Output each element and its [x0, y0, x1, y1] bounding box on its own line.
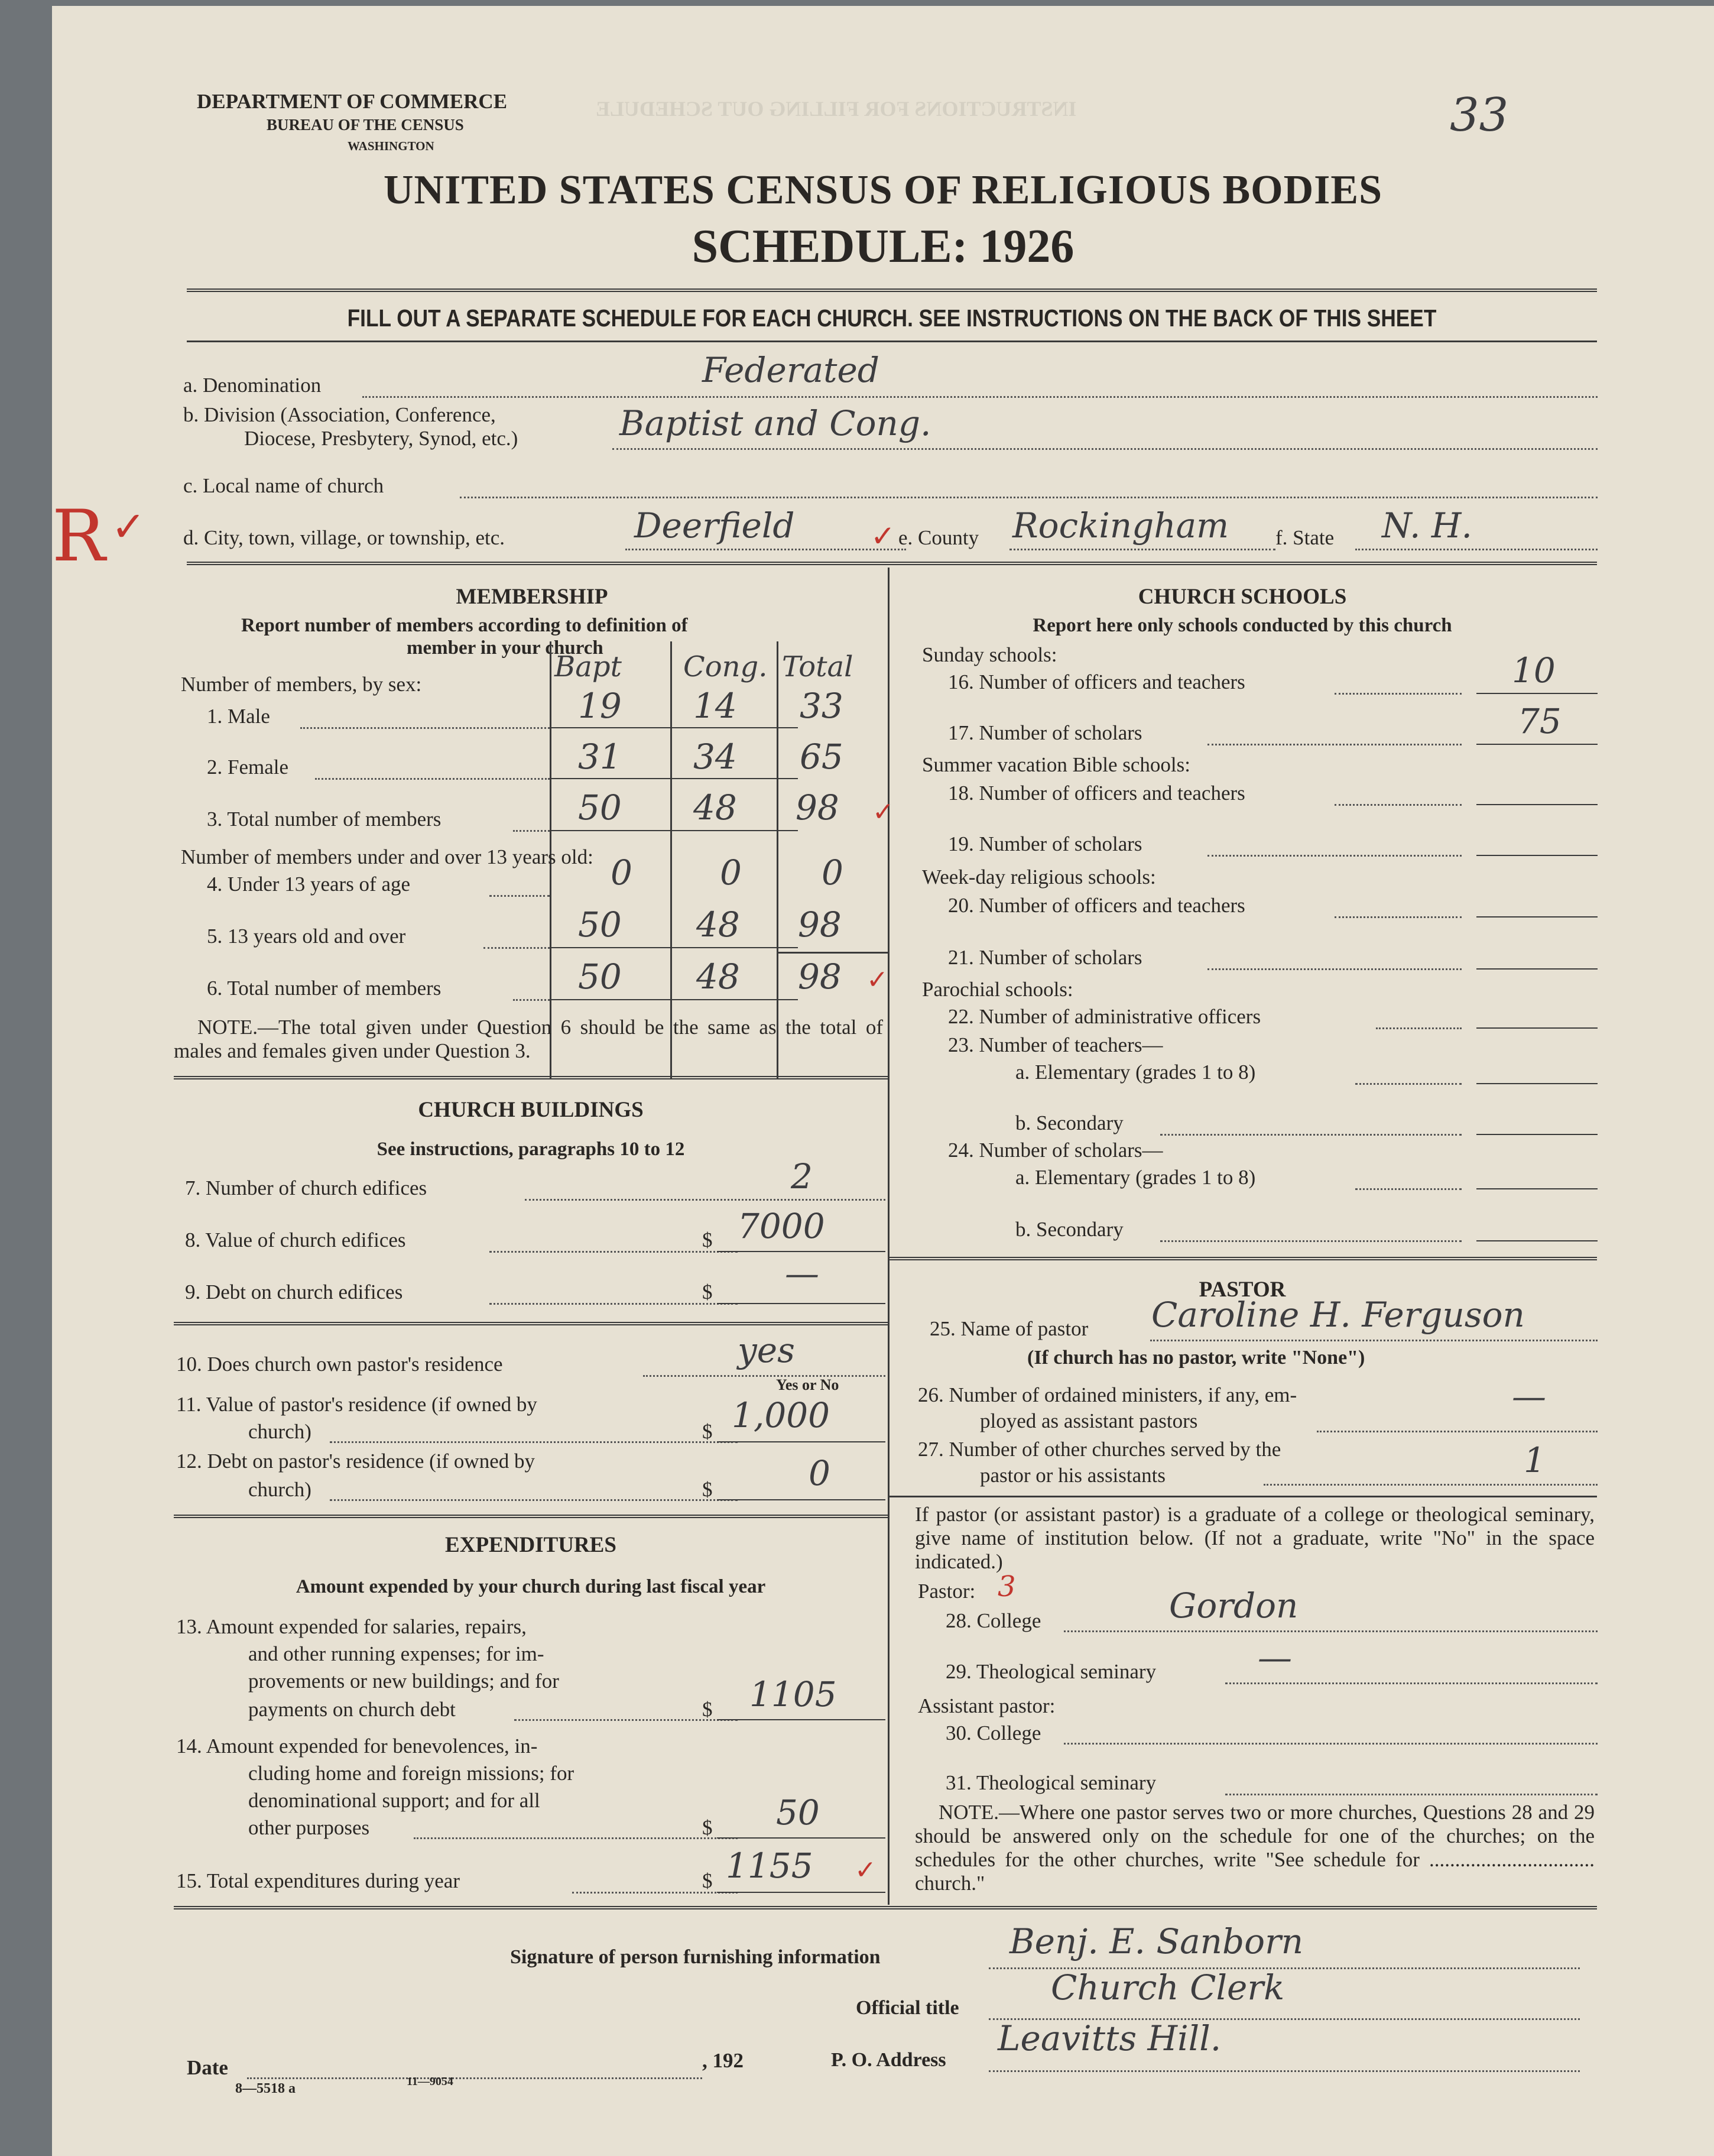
q8-label: 8. Value of church edifices: [185, 1228, 406, 1252]
review-check: ✓: [111, 502, 146, 551]
q20-label: 20. Number of officers and teachers: [948, 894, 1245, 917]
city-check: ✓: [871, 519, 895, 553]
pastor-note: NOTE.—Where one pastor serves two or more churches, Questions 28 and 29 should be answered only on the schedule for one of the churches; on the schedules for the other churches, write "See schedule for ................................ church.": [915, 1801, 1595, 1895]
row-total3-label: 3. Total number of members: [207, 808, 442, 831]
q24b-rule: [1476, 1240, 1598, 1241]
female-bapt[interactable]: 31: [578, 737, 622, 777]
q10-dots: [643, 1375, 885, 1377]
county-dots: [1009, 549, 1275, 550]
buildings-bottom-rule: [174, 1515, 888, 1518]
q17-rule: [1476, 744, 1598, 745]
q10-label: 10. Does church own pastor's residence: [176, 1353, 503, 1376]
city-value[interactable]: Deerfield: [634, 505, 795, 546]
q11-dollar: $: [702, 1420, 713, 1443]
row-over13-label: 5. 13 years old and over: [207, 925, 406, 948]
q12-value[interactable]: 0: [809, 1453, 830, 1493]
sunday-label: Sunday schools:: [922, 643, 1057, 666]
q26-value[interactable]: —: [1512, 1376, 1546, 1416]
review-mark: R: [52, 495, 106, 578]
q12-dollar: $: [702, 1478, 713, 1501]
city-dots: [625, 549, 906, 550]
q13-line-4: payments on church debt: [248, 1698, 456, 1721]
q9-label: 9. Debt on church edifices: [185, 1280, 403, 1304]
total3-cong[interactable]: 48: [693, 787, 737, 828]
total6-bapt[interactable]: 50: [578, 957, 622, 997]
q24a-rule: [1476, 1188, 1598, 1189]
q11-value[interactable]: 1,000: [732, 1395, 830, 1435]
header-rule-bottom: [187, 341, 1597, 342]
q14-line-1: 14. Amount expended for benevolences, in-: [176, 1734, 538, 1758]
q27-label-2: pastor or his assistants: [980, 1464, 1166, 1487]
q19-rule: [1476, 855, 1598, 856]
signature-value[interactable]: Benj. E. Sanborn: [1009, 1921, 1304, 1962]
date-suffix: , 192: [702, 2049, 744, 2072]
schools-bottom-rule: [888, 1257, 1597, 1260]
local-name-label: c. Local name of church: [183, 474, 384, 497]
assistant-sublabel: Assistant pastor:: [918, 1694, 1056, 1717]
row-male-dots: [300, 727, 550, 729]
row-male-label: 1. Male: [207, 705, 270, 728]
washington-line: WASHINGTON: [348, 139, 434, 153]
q28-dots: [1064, 1630, 1598, 1632]
date-label: Date: [187, 2056, 228, 2079]
q24a-label: a. Elementary (grades 1 to 8): [1015, 1166, 1256, 1189]
q31-label: 31. Theological seminary: [946, 1771, 1157, 1794]
buildings-title: CHURCH BUILDINGS: [418, 1098, 644, 1122]
po-address-label: P. O. Address: [831, 2049, 946, 2071]
denomination-dots: [362, 396, 1598, 398]
q17-label: 17. Number of scholars: [948, 721, 1142, 744]
total6-top-rule: [777, 952, 889, 954]
q14-line-2: cluding home and foreign missions; for: [248, 1762, 574, 1785]
total3-check: ✓: [872, 797, 894, 827]
q13-line-3: provements or new buildings; and for: [248, 1669, 559, 1693]
q14-dollar: $: [702, 1816, 713, 1839]
expenditures-sub: Amount expended by your church during last fiscal year: [296, 1576, 766, 1597]
q25-dots: [1150, 1340, 1598, 1341]
signature-top-rule: [174, 1906, 1597, 1909]
row-total6-label: 6. Total number of members: [207, 977, 442, 1000]
q7-value[interactable]: 2: [791, 1156, 813, 1197]
q13-dollar: $: [702, 1698, 713, 1721]
membership-bottom-rule: [174, 1076, 888, 1079]
q20-dots: [1335, 916, 1462, 918]
page-number: 33: [1450, 89, 1509, 142]
q25-label: 25. Name of pastor: [930, 1317, 1089, 1340]
q11-label-1: 11. Value of pastor's residence (if owned by: [176, 1393, 537, 1416]
row-total6-dots: [513, 999, 550, 1001]
q18-rule: [1476, 804, 1598, 805]
pastor-title: PASTOR: [1199, 1278, 1286, 1302]
summer-label: Summer vacation Bible schools:: [922, 753, 1190, 776]
membership-col-line-3: [777, 641, 778, 1079]
q23a-dots: [1355, 1083, 1462, 1085]
column-divider: [888, 568, 890, 1905]
q30-label: 30. College: [946, 1721, 1041, 1745]
male-total[interactable]: 33: [800, 686, 843, 726]
signature-label: Signature of person furnishing information: [510, 1946, 881, 1968]
graduate-note: If pastor (or assistant pastor) is a graduate of a college or theological seminary, give name of institution below. (If not a graduate, write "No" in the space indicated.): [915, 1503, 1595, 1573]
membership-intro-2: member in your church: [407, 637, 603, 659]
q24-label: 24. Number of scholars—: [948, 1139, 1163, 1162]
buildings-mid-rule: [174, 1322, 888, 1325]
q21-dots: [1207, 968, 1462, 970]
membership-col-line-2: [670, 641, 672, 1079]
total6-cong[interactable]: 48: [696, 957, 740, 997]
q22-label: 22. Number of administrative officers: [948, 1005, 1261, 1028]
q14-line-4: other purposes: [248, 1816, 370, 1839]
q12-rule: [717, 1499, 885, 1500]
instruction-line: FILL OUT A SEPARATE SCHEDULE FOR EACH CHURCH. SEE INSTRUCTIONS ON THE BACK OF THIS SHEET: [347, 304, 1437, 332]
q30-dots: [1064, 1743, 1598, 1745]
bureau-line: BUREAU OF THE CENSUS: [267, 116, 464, 134]
county-label: e. County: [898, 526, 979, 549]
header-rule-top: [187, 288, 1597, 292]
under13-total[interactable]: 0: [822, 852, 843, 893]
census-schedule-page: [52, 6, 1714, 2156]
expenditures-title: EXPENDITURES: [445, 1533, 616, 1557]
q14-dots: [414, 1837, 738, 1839]
q9-value[interactable]: —: [785, 1253, 819, 1293]
q11-label-2: church): [248, 1420, 311, 1443]
denomination-value[interactable]: Federated: [702, 350, 879, 390]
female-cong[interactable]: 34: [693, 737, 737, 777]
total6-check: ✓: [866, 965, 888, 995]
membership-title: MEMBERSHIP: [456, 585, 608, 609]
q29-value[interactable]: —: [1258, 1638, 1292, 1678]
row-under13-dots: [489, 895, 550, 897]
q13-value[interactable]: 1105: [749, 1674, 837, 1714]
form-title: UNITED STATES CENSUS OF RELIGIOUS BODIES: [383, 167, 1383, 213]
q12-label-2: church): [248, 1478, 311, 1501]
state-label: f. State: [1275, 526, 1335, 549]
pastor-sublabel: Pastor:: [918, 1580, 976, 1603]
q28-value[interactable]: Gordon: [1169, 1586, 1299, 1626]
q27-dots: [1264, 1484, 1598, 1486]
parochial-label: Parochial schools:: [922, 978, 1073, 1001]
division-label-2: Diocese, Presbytery, Synod, etc.): [244, 427, 518, 450]
q13-line-2: and other running expenses; for im-: [248, 1642, 544, 1665]
membership-intro-1: Report number of members according to definition of: [241, 615, 688, 636]
q22-dots: [1376, 1027, 1462, 1029]
q18-dots: [1335, 804, 1462, 806]
county-value[interactable]: Rockingham: [1012, 505, 1229, 546]
total3-bapt[interactable]: 50: [578, 787, 622, 828]
q9-dots: [489, 1303, 738, 1305]
q15-dollar: $: [702, 1869, 713, 1892]
q23b-rule: [1476, 1134, 1598, 1135]
po-address-value[interactable]: Leavitts Hill.: [998, 2018, 1222, 2058]
q16-rule: [1476, 693, 1598, 694]
female-total[interactable]: 65: [800, 737, 843, 777]
yes-or-no-caption: Yes or No: [776, 1376, 839, 1393]
q26-label-1: 26. Number of ordained ministers, if any, em-: [918, 1383, 1297, 1406]
q8-dollar: $: [702, 1228, 713, 1252]
q29-label: 29. Theological seminary: [946, 1660, 1157, 1683]
q15-check: ✓: [855, 1855, 877, 1885]
age-heading: Number of members under and over 13 years old:: [181, 845, 593, 868]
row-under13-label: 4. Under 13 years of age: [207, 873, 411, 896]
row-total3-rule: [550, 830, 798, 831]
q23b-label: b. Secondary: [1015, 1111, 1124, 1134]
q15-value[interactable]: 1155: [726, 1846, 813, 1886]
date-dots: [247, 2077, 702, 2079]
schools-title: CHURCH SCHOOLS: [1138, 585, 1347, 609]
q24b-label: b. Secondary: [1015, 1218, 1124, 1241]
division-label-1: b. Division (Association, Conference,: [183, 403, 496, 426]
q17-value[interactable]: 75: [1518, 701, 1562, 741]
q22-rule: [1476, 1027, 1598, 1029]
q23a-label: a. Elementary (grades 1 to 8): [1015, 1061, 1256, 1084]
official-title-label: Official title: [856, 1997, 959, 2019]
schools-sub: Report here only schools conducted by this church: [1033, 615, 1452, 636]
col-head-bapt: Bapt: [554, 650, 622, 683]
q26-dots: [1317, 1431, 1598, 1432]
row-male-rule: [550, 727, 798, 728]
row-total3-dots: [513, 830, 550, 832]
q23b-dots: [1160, 1134, 1462, 1136]
pastor-mid-rule: [888, 1496, 1597, 1497]
q9-dollar: $: [702, 1280, 713, 1304]
q25-note: (If church has no pastor, write "None"): [1027, 1347, 1365, 1369]
po-address-dots: [989, 2070, 1580, 2072]
q7-dots: [525, 1199, 885, 1201]
row-over13-dots: [483, 947, 550, 949]
q25-value[interactable]: Caroline H. Ferguson: [1151, 1295, 1525, 1335]
city-label: d. City, town, village, or township, etc.: [183, 526, 505, 549]
state-value[interactable]: N. H.: [1382, 505, 1472, 546]
pastor-mark: 3: [998, 1570, 1016, 1603]
department-line: DEPARTMENT OF COMMERCE: [197, 90, 508, 113]
row-female-rule: [550, 778, 798, 779]
members-by-sex-label: Number of members, by sex:: [181, 673, 422, 696]
state-dots: [1355, 549, 1598, 550]
q15-dots: [572, 1892, 738, 1894]
q13-rule: [717, 1719, 885, 1720]
row-female-dots: [315, 778, 550, 780]
membership-note: NOTE.—The total given under Question 6 should be the same as the total of males and females given under Question 3.: [174, 1016, 883, 1062]
q27-value[interactable]: 1: [1524, 1440, 1546, 1480]
division-dots: [612, 448, 1598, 450]
under13-bapt[interactable]: 0: [611, 852, 632, 893]
q16-dots: [1335, 693, 1462, 695]
denomination-label: a. Denomination: [183, 374, 322, 397]
total3-total[interactable]: 98: [796, 787, 839, 828]
total6-total[interactable]: 98: [798, 957, 842, 997]
q24b-dots: [1160, 1240, 1462, 1242]
q12-dots: [330, 1499, 738, 1501]
q23a-rule: [1476, 1083, 1598, 1084]
male-cong[interactable]: 14: [693, 686, 737, 726]
row-over13-rule: [550, 947, 798, 948]
q9-rule: [717, 1303, 885, 1304]
q27-label-1: 27. Number of other churches served by the: [918, 1438, 1281, 1461]
q19-label: 19. Number of scholars: [948, 832, 1142, 855]
q12-label-1: 12. Debt on pastor's residence (if owned by: [176, 1450, 535, 1473]
q14-rule: [717, 1837, 885, 1839]
q17-dots: [1207, 744, 1462, 745]
q16-label: 16. Number of officers and teachers: [948, 670, 1245, 693]
q21-rule: [1476, 968, 1598, 970]
over13-bapt[interactable]: 50: [578, 904, 622, 945]
col-head-total: Total: [782, 650, 853, 683]
q11-dots: [330, 1441, 738, 1443]
weekday-label: Week-day religious schools:: [922, 865, 1156, 889]
q26-label-2: ployed as assistant pastors: [980, 1409, 1198, 1432]
row-female-label: 2. Female: [207, 756, 289, 779]
q15-label: 15. Total expenditures during year: [176, 1869, 460, 1892]
bleed-through-heading: INSTRUCTIONS FOR FILLING OUT SCHEDULE: [596, 97, 1077, 121]
male-bapt[interactable]: 19: [578, 686, 622, 726]
q14-line-3: denominational support; and for all: [248, 1789, 540, 1812]
q8-rule: [717, 1251, 885, 1252]
under13-cong[interactable]: 0: [720, 852, 742, 893]
q11-rule: [717, 1441, 885, 1442]
q28-label: 28. College: [946, 1609, 1041, 1632]
q10-value[interactable]: yes: [738, 1330, 795, 1370]
q18-label: 18. Number of officers and teachers: [948, 782, 1245, 805]
over13-total[interactable]: 98: [798, 904, 842, 945]
q21-label: 21. Number of scholars: [948, 946, 1142, 969]
buildings-sub: See instructions, paragraphs 10 to 12: [376, 1139, 685, 1160]
q31-dots: [1225, 1794, 1598, 1795]
q8-dots: [489, 1251, 738, 1253]
form-code: 8—5518 a: [235, 2081, 296, 2096]
col-head-cong: Cong.: [683, 650, 768, 683]
q20-rule: [1476, 916, 1598, 917]
q29-dots: [1225, 1682, 1598, 1684]
q8-value[interactable]: 7000: [738, 1206, 825, 1246]
row-total6-rule: [550, 999, 798, 1000]
q7-label: 7. Number of church edifices: [185, 1176, 427, 1199]
division-value[interactable]: Baptist and Cong.: [619, 403, 931, 443]
schedule-title: SCHEDULE: 1926: [692, 221, 1075, 273]
q15-rule: [717, 1892, 885, 1893]
q23-label: 23. Number of teachers—: [948, 1033, 1163, 1056]
q24a-dots: [1355, 1188, 1462, 1190]
official-title-value[interactable]: Church Clerk: [1051, 1967, 1285, 2008]
print-code: 11—9054: [407, 2075, 453, 2088]
q16-value[interactable]: 10: [1512, 650, 1556, 690]
q19-dots: [1207, 855, 1462, 857]
over13-cong[interactable]: 48: [696, 904, 740, 945]
q13-line-1: 13. Amount expended for salaries, repairs,: [176, 1615, 527, 1638]
q14-value[interactable]: 50: [776, 1792, 820, 1833]
section-rule: [187, 562, 1597, 565]
local-name-dots: [460, 497, 1598, 498]
